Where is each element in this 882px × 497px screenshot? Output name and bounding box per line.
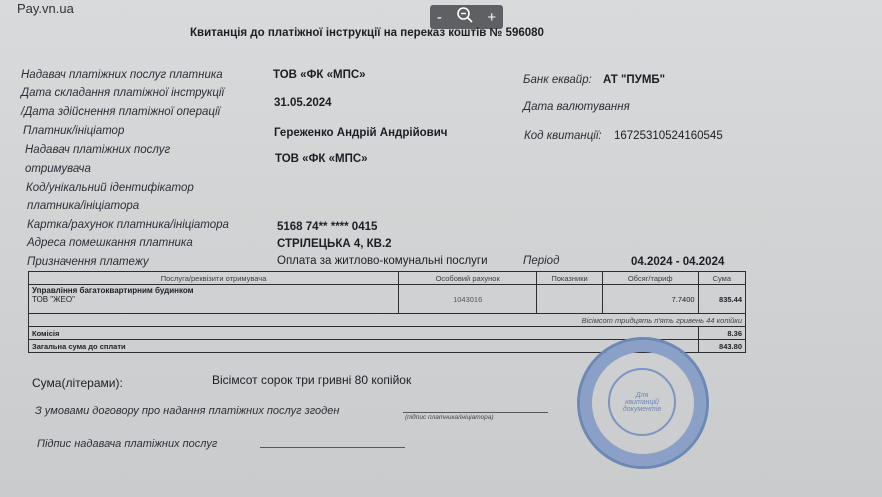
address-value: СТРІЛЕЦЬКА 4, КВ.2 (277, 238, 392, 250)
table-row (29, 285, 746, 314)
code-label-2: платника/ініціатора (27, 200, 140, 212)
receipt-code-value: 16725310524160545 (614, 130, 723, 142)
header-service: Послуга/реквізити отримувача (29, 272, 399, 285)
purpose-label: Призначення платежу (27, 256, 149, 268)
agreement-hint: (підпис платника/ініціатора) (405, 414, 494, 421)
sum-cell: 835.44 (698, 285, 745, 314)
provider-value: ТОВ «ФК «МПС» (273, 69, 366, 81)
total-value: 843.80 (698, 340, 745, 353)
stamp-center (608, 368, 676, 436)
sum-words-value: Вісімсот сорок три гривні 80 копійок (212, 373, 412, 387)
site-name: Pay.vn.ua (17, 1, 74, 16)
recipient-provider-label-2: отримувача (25, 163, 91, 175)
period-label: Період (523, 255, 560, 267)
header-tariff: Обсяг/тариф (602, 272, 698, 285)
header-sum: Сума (698, 272, 745, 285)
agreement-text: З умовами договору про надання платіжних послуг згоден (35, 405, 340, 417)
table-row (29, 314, 746, 327)
total-label: Загальна сума до сплати (29, 340, 699, 353)
header-account: Особовий рахунок (399, 272, 537, 285)
stamp-text-1: Для (635, 391, 649, 399)
receipt-code-label: Код квитанції: (524, 130, 602, 142)
provider-signature-line (260, 447, 405, 448)
stamp-text-3: документів (622, 405, 662, 413)
receipt-title: Квитанція до платіжної інструкції на переказ коштів № 596080 (190, 27, 544, 39)
header-indicators: Показники (537, 272, 603, 285)
company-stamp (577, 337, 709, 469)
bank-label: Банк еквайр: (523, 74, 592, 86)
signature-label: Підпис надавача платіжних послуг (37, 438, 218, 450)
table-header-row (29, 272, 746, 285)
payer-value: Гереженко Андрій Андрійович (274, 127, 448, 139)
commission-label: Комісія (29, 327, 699, 340)
recipient-provider-label-1: Надавач платіжних послуг (25, 144, 171, 156)
valuation-date-label: Дата валютування (523, 101, 630, 113)
purpose-value: Оплата за житлово-комунальні послуги (277, 255, 488, 267)
date-label-1: Дата складання платіжної інструкції (21, 87, 225, 99)
payer-label: Платник/ініціатор (23, 125, 125, 137)
magnifier-icon[interactable] (456, 6, 474, 28)
address-label: Адреса помешкання платника (27, 237, 193, 249)
tariff-cell: 7.7400 (602, 285, 698, 314)
service-org: ТОВ "ЖЕО" (32, 295, 75, 304)
zoom-toolbar (430, 5, 503, 29)
bank-value: АТ "ПУМБ" (603, 74, 666, 86)
sum-words-row: Вісімсот тридцять п'ять гривень 44 копійки (29, 314, 746, 327)
stamp-text-2: квитанцій (625, 398, 659, 406)
service-name: Управління багатоквартирним будинком (32, 286, 194, 295)
account-cell: 1043016 (399, 285, 537, 314)
zoom-out-button[interactable]: - (436, 8, 442, 26)
zoom-in-button[interactable]: + (487, 8, 497, 26)
card-label: Картка/рахунок платника/ініціатора (27, 219, 229, 231)
date-label-2: /Дата здійснення платіжної операції (21, 106, 221, 118)
indicators-cell (537, 285, 603, 314)
recipient-provider-value: ТОВ «ФК «МПС» (275, 153, 368, 165)
provider-label: Надавач платіжних послуг платника (21, 69, 223, 81)
code-label-1: Код/унікальний ідентифікатор (26, 182, 194, 194)
card-value: 5168 74** **** 0415 (277, 221, 378, 233)
date-value: 31.05.2024 (274, 97, 332, 109)
period-value: 04.2024 - 04.2024 (631, 256, 725, 268)
commission-value: 8.36 (698, 327, 745, 340)
sum-words-label: Сума(літерами): (32, 376, 123, 390)
agreement-signature-line (403, 412, 548, 413)
